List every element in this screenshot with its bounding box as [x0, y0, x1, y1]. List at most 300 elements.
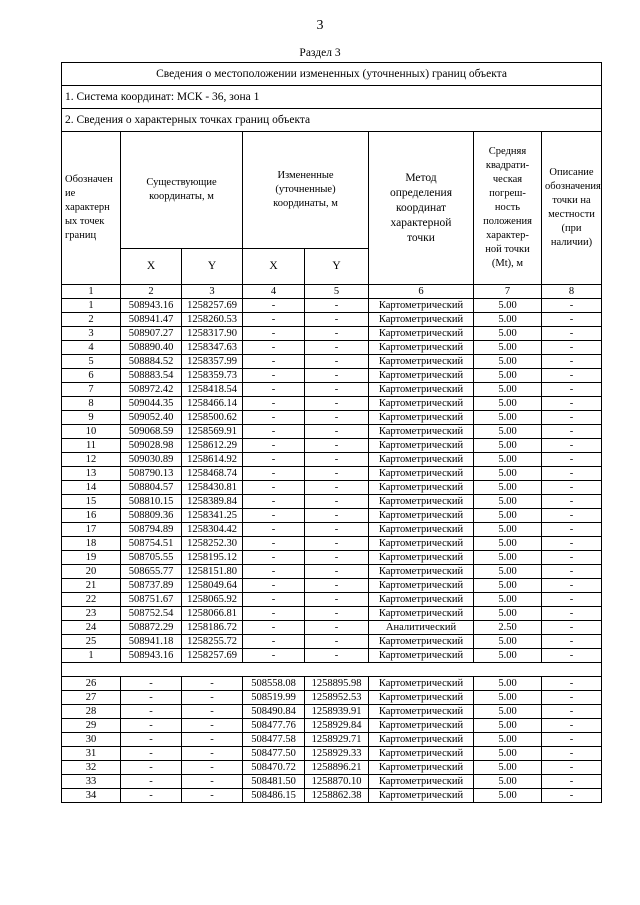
cell-x-changed: -: [243, 593, 305, 607]
cell-description: -: [542, 509, 602, 523]
column-number: 4: [243, 285, 305, 299]
cell-y-changed: 1258862.38: [305, 789, 369, 803]
cell-x-changed: -: [243, 439, 305, 453]
cell-y-changed: -: [305, 495, 369, 509]
cell-x-existing: 509068.59: [121, 425, 182, 439]
cell-point-id: 4: [62, 341, 121, 355]
cell-error: 2.50: [474, 621, 542, 635]
cell-description: -: [542, 677, 602, 691]
cell-y-changed: -: [305, 327, 369, 341]
cell-description: -: [542, 453, 602, 467]
cell-y-changed: 1258895.98: [305, 677, 369, 691]
table-row: [62, 565, 602, 579]
cell-x-existing: 508883.54: [121, 369, 182, 383]
cell-y-changed: -: [305, 579, 369, 593]
cell-point-id: 23: [62, 607, 121, 621]
cell-x-changed: -: [243, 495, 305, 509]
cell-y-existing: -: [182, 789, 243, 803]
cell-description: -: [542, 383, 602, 397]
cell-x-existing: 508809.36: [121, 509, 182, 523]
cell-x-existing: -: [121, 747, 182, 761]
cell-method: Картометрический: [369, 565, 474, 579]
cell-x-changed: -: [243, 621, 305, 635]
cell-method: Картометрический: [369, 705, 474, 719]
cell-y-existing: 1258260.53: [182, 313, 243, 327]
cell-description: -: [542, 425, 602, 439]
cell-method: Картометрический: [369, 341, 474, 355]
cell-error: 5.00: [474, 537, 542, 551]
cell-description: -: [542, 537, 602, 551]
column-number: 3: [182, 285, 243, 299]
cell-method: Картометрический: [369, 789, 474, 803]
cell-description: -: [542, 621, 602, 635]
cell-x-existing: 508907.27: [121, 327, 182, 341]
cell-description: -: [542, 761, 602, 775]
cell-method: Картометрический: [369, 355, 474, 369]
table-row: [62, 453, 602, 467]
cell-point-id: 10: [62, 425, 121, 439]
cell-method: Картометрический: [369, 677, 474, 691]
cell-y-changed: -: [305, 341, 369, 355]
cell-point-id: 32: [62, 761, 121, 775]
cell-x-changed: 508490.84: [243, 705, 305, 719]
cell-x-changed: -: [243, 411, 305, 425]
cell-method: Картометрический: [369, 593, 474, 607]
cell-y-changed: -: [305, 593, 369, 607]
cell-y-changed: -: [305, 537, 369, 551]
cell-x-existing: 508872.29: [121, 621, 182, 635]
cell-point-id: 3: [62, 327, 121, 341]
cell-y-existing: 1258359.73: [182, 369, 243, 383]
table-row: [62, 327, 602, 341]
cell-description: -: [542, 411, 602, 425]
header-error: Средняя квадрати- ческая погреш- ность положения характер- ной точки (Mt), м: [474, 132, 542, 285]
cell-x-existing: 509028.98: [121, 439, 182, 453]
cell-y-existing: -: [182, 761, 243, 775]
cell-x-existing: 508943.16: [121, 649, 182, 663]
cell-y-existing: 1258151.80: [182, 565, 243, 579]
cell-point-id: 25: [62, 635, 121, 649]
cell-y-changed: 1258929.33: [305, 747, 369, 761]
cell-y-existing: 1258418.54: [182, 383, 243, 397]
cell-y-existing: 1258357.99: [182, 355, 243, 369]
cell-error: 5.00: [474, 523, 542, 537]
cell-description: -: [542, 635, 602, 649]
cell-point-id: 28: [62, 705, 121, 719]
column-number: 6: [369, 285, 474, 299]
cell-point-id: 24: [62, 621, 121, 635]
cell-y-existing: 1258341.25: [182, 509, 243, 523]
cell-error: 5.00: [474, 635, 542, 649]
table-row: [62, 481, 602, 495]
cell-method: Картометрический: [369, 411, 474, 425]
cell-x-existing: 508884.52: [121, 355, 182, 369]
cell-x-changed: 508477.58: [243, 733, 305, 747]
cell-x-existing: 508752.54: [121, 607, 182, 621]
column-numbers-row: [62, 285, 602, 299]
cell-y-existing: 1258257.69: [182, 299, 243, 313]
cell-x-changed: -: [243, 383, 305, 397]
cell-point-id: 16: [62, 509, 121, 523]
cell-x-changed: -: [243, 523, 305, 537]
cell-error: 5.00: [474, 327, 542, 341]
cell-y-changed: -: [305, 649, 369, 663]
cell-y-changed: -: [305, 299, 369, 313]
cell-x-existing: 509052.40: [121, 411, 182, 425]
cell-method: Картометрический: [369, 397, 474, 411]
cell-error: 5.00: [474, 677, 542, 691]
cell-point-id: 31: [62, 747, 121, 761]
cell-y-changed: -: [305, 635, 369, 649]
column-number: 1: [62, 285, 121, 299]
cell-description: -: [542, 565, 602, 579]
cell-method: Картометрический: [369, 537, 474, 551]
cell-method: Картометрический: [369, 747, 474, 761]
cell-x-existing: 508655.77: [121, 565, 182, 579]
cell-point-id: 29: [62, 719, 121, 733]
cell-y-existing: 1258430.81: [182, 481, 243, 495]
cell-x-existing: -: [121, 789, 182, 803]
cell-point-id: 12: [62, 453, 121, 467]
header-y-existing: Y: [182, 249, 243, 285]
cell-method: Картометрический: [369, 551, 474, 565]
cell-error: 5.00: [474, 397, 542, 411]
cell-x-changed: -: [243, 369, 305, 383]
cell-method: Картометрический: [369, 733, 474, 747]
cell-x-existing: -: [121, 677, 182, 691]
cell-error: 5.00: [474, 551, 542, 565]
table-row: [62, 677, 602, 691]
cell-x-changed: 508477.50: [243, 747, 305, 761]
cell-point-id: 1: [62, 649, 121, 663]
points-section-title: 2. Сведения о характерных точках границ объекта: [62, 109, 602, 132]
cell-x-existing: 508890.40: [121, 341, 182, 355]
cell-error: 5.00: [474, 705, 542, 719]
cell-method: Картометрический: [369, 691, 474, 705]
cell-method: Картометрический: [369, 467, 474, 481]
cell-x-existing: -: [121, 775, 182, 789]
cell-y-existing: 1258500.62: [182, 411, 243, 425]
cell-description: -: [542, 313, 602, 327]
cell-y-changed: 1258929.84: [305, 719, 369, 733]
cell-method: Картометрический: [369, 495, 474, 509]
cell-x-changed: -: [243, 551, 305, 565]
cell-y-existing: 1258317.90: [182, 327, 243, 341]
cell-error: 5.00: [474, 775, 542, 789]
cell-y-changed: -: [305, 439, 369, 453]
header-changed-coords: Измененные (уточненные) координаты, м: [243, 132, 369, 249]
cell-error: 5.00: [474, 733, 542, 747]
cell-y-changed: -: [305, 313, 369, 327]
cell-x-changed: -: [243, 649, 305, 663]
table-row: [62, 649, 602, 663]
cell-x-changed: -: [243, 299, 305, 313]
cell-description: -: [542, 607, 602, 621]
cell-x-changed: -: [243, 397, 305, 411]
cell-point-id: 2: [62, 313, 121, 327]
cell-description: -: [542, 481, 602, 495]
table-row: [62, 621, 602, 635]
table-row: [62, 691, 602, 705]
cell-method: Картометрический: [369, 635, 474, 649]
table-row: [62, 355, 602, 369]
table-row: [62, 425, 602, 439]
cell-point-id: 20: [62, 565, 121, 579]
cell-point-id: 6: [62, 369, 121, 383]
table-row: [62, 607, 602, 621]
cell-error: 5.00: [474, 593, 542, 607]
table-row: [62, 775, 602, 789]
cell-x-changed: 508470.72: [243, 761, 305, 775]
cell-error: 5.00: [474, 691, 542, 705]
cell-method: Картометрический: [369, 719, 474, 733]
cell-point-id: 17: [62, 523, 121, 537]
cell-point-id: 27: [62, 691, 121, 705]
table-row: [62, 523, 602, 537]
cell-y-changed: -: [305, 481, 369, 495]
cell-x-existing: -: [121, 719, 182, 733]
column-number: 7: [474, 285, 542, 299]
cell-method: Картометрический: [369, 775, 474, 789]
column-number: 2: [121, 285, 182, 299]
cell-method: Картометрический: [369, 439, 474, 453]
table-row: [62, 789, 602, 803]
cell-x-changed: 508486.15: [243, 789, 305, 803]
cell-error: 5.00: [474, 467, 542, 481]
cell-x-existing: 508941.18: [121, 635, 182, 649]
cell-x-changed: -: [243, 635, 305, 649]
table-row: [62, 397, 602, 411]
cell-x-existing: 508754.51: [121, 537, 182, 551]
cell-point-id: 13: [62, 467, 121, 481]
table-row: [62, 719, 602, 733]
cell-point-id: 30: [62, 733, 121, 747]
cell-y-existing: 1258255.72: [182, 635, 243, 649]
cell-y-existing: 1258065.92: [182, 593, 243, 607]
cell-y-existing: -: [182, 733, 243, 747]
cell-y-changed: 1258939.91: [305, 705, 369, 719]
cell-method: Картометрический: [369, 481, 474, 495]
cell-y-existing: -: [182, 705, 243, 719]
cell-error: 5.00: [474, 565, 542, 579]
table-row: [62, 579, 602, 593]
cell-method: Картометрический: [369, 509, 474, 523]
cell-description: -: [542, 649, 602, 663]
cell-method: Картометрический: [369, 649, 474, 663]
column-number: 5: [305, 285, 369, 299]
cell-point-id: 8: [62, 397, 121, 411]
cell-y-changed: -: [305, 355, 369, 369]
cell-description: -: [542, 369, 602, 383]
cell-y-existing: -: [182, 677, 243, 691]
cell-x-existing: 508943.16: [121, 299, 182, 313]
cell-x-existing: 509030.89: [121, 453, 182, 467]
cell-x-changed: -: [243, 425, 305, 439]
table-row: [62, 383, 602, 397]
cell-x-existing: 508794.89: [121, 523, 182, 537]
header-existing-coords: Существующие координаты, м: [121, 132, 243, 249]
cell-error: 5.00: [474, 719, 542, 733]
cell-y-existing: 1258466.14: [182, 397, 243, 411]
cell-x-existing: -: [121, 761, 182, 775]
cell-description: -: [542, 719, 602, 733]
cell-description: -: [542, 523, 602, 537]
section-label: Раздел 3: [299, 47, 341, 59]
cell-description: -: [542, 299, 602, 313]
cell-y-existing: -: [182, 747, 243, 761]
table-row: [62, 495, 602, 509]
cell-error: 5.00: [474, 481, 542, 495]
cell-error: 5.00: [474, 649, 542, 663]
cell-method: Картометрический: [369, 761, 474, 775]
cell-x-existing: 508941.47: [121, 313, 182, 327]
cell-x-changed: -: [243, 341, 305, 355]
cell-point-id: 21: [62, 579, 121, 593]
cell-error: 5.00: [474, 439, 542, 453]
cell-description: -: [542, 439, 602, 453]
cell-y-existing: 1258186.72: [182, 621, 243, 635]
boundary-points-table: [61, 62, 602, 803]
cell-y-changed: -: [305, 607, 369, 621]
column-number: 8: [542, 285, 602, 299]
cell-y-existing: 1258389.84: [182, 495, 243, 509]
header-description: Описание обозначения точки на местности (при наличии): [542, 132, 602, 285]
cell-y-existing: -: [182, 691, 243, 705]
cell-x-existing: -: [121, 733, 182, 747]
cell-method: Картометрический: [369, 523, 474, 537]
table-row: [62, 411, 602, 425]
cell-description: -: [542, 579, 602, 593]
cell-error: 5.00: [474, 453, 542, 467]
cell-method: Картометрический: [369, 299, 474, 313]
table-row: [62, 341, 602, 355]
cell-error: 5.00: [474, 369, 542, 383]
cell-y-changed: -: [305, 369, 369, 383]
cell-x-changed: -: [243, 481, 305, 495]
cell-y-changed: -: [305, 523, 369, 537]
cell-x-existing: -: [121, 691, 182, 705]
cell-error: 5.00: [474, 411, 542, 425]
cell-point-id: 9: [62, 411, 121, 425]
cell-description: -: [542, 789, 602, 803]
cell-x-changed: 508558.08: [243, 677, 305, 691]
cell-x-changed: 508481.50: [243, 775, 305, 789]
cell-y-changed: -: [305, 397, 369, 411]
cell-x-changed: 508477.76: [243, 719, 305, 733]
table-row: [62, 299, 602, 313]
cell-y-changed: -: [305, 551, 369, 565]
cell-description: -: [542, 341, 602, 355]
cell-method: Картометрический: [369, 453, 474, 467]
cell-x-changed: -: [243, 355, 305, 369]
cell-y-changed: -: [305, 383, 369, 397]
table-row: [62, 593, 602, 607]
cell-error: 5.00: [474, 299, 542, 313]
cell-point-id: 11: [62, 439, 121, 453]
cell-y-changed: 1258929.71: [305, 733, 369, 747]
cell-x-changed: -: [243, 565, 305, 579]
cell-description: -: [542, 747, 602, 761]
header-designation: Обозначен ие характерн ых точек границ: [62, 132, 121, 285]
cell-y-changed: 1258952.53: [305, 691, 369, 705]
cell-x-existing: 508804.57: [121, 481, 182, 495]
cell-x-changed: -: [243, 313, 305, 327]
separator-row: [62, 663, 602, 677]
cell-method: Картометрический: [369, 607, 474, 621]
table-row: [62, 369, 602, 383]
table-row: [62, 313, 602, 327]
cell-y-existing: 1258066.81: [182, 607, 243, 621]
cell-description: -: [542, 691, 602, 705]
cell-y-existing: 1258569.91: [182, 425, 243, 439]
table-row: [62, 551, 602, 565]
table-row: [62, 761, 602, 775]
cell-y-existing: 1258612.29: [182, 439, 243, 453]
cell-x-changed: -: [243, 453, 305, 467]
cell-point-id: 26: [62, 677, 121, 691]
cell-point-id: 15: [62, 495, 121, 509]
cell-method: Картометрический: [369, 313, 474, 327]
cell-error: 5.00: [474, 383, 542, 397]
cell-error: 5.00: [474, 747, 542, 761]
cell-x-existing: 508972.42: [121, 383, 182, 397]
cell-x-changed: -: [243, 509, 305, 523]
cell-y-existing: 1258468.74: [182, 467, 243, 481]
cell-y-changed: -: [305, 509, 369, 523]
cell-description: -: [542, 775, 602, 789]
cell-y-existing: 1258195.12: [182, 551, 243, 565]
cell-error: 5.00: [474, 789, 542, 803]
cell-y-existing: -: [182, 775, 243, 789]
cell-error: 5.00: [474, 761, 542, 775]
cell-x-existing: 508737.89: [121, 579, 182, 593]
cell-description: -: [542, 467, 602, 481]
cell-point-id: 1: [62, 299, 121, 313]
coordinate-system: 1. Система координат: МСК - 36, зона 1: [62, 86, 602, 109]
header-x-changed: X: [243, 249, 305, 285]
cell-y-changed: -: [305, 453, 369, 467]
cell-x-existing: 509044.35: [121, 397, 182, 411]
cell-x-changed: -: [243, 579, 305, 593]
cell-y-changed: -: [305, 565, 369, 579]
cell-x-existing: 508751.67: [121, 593, 182, 607]
cell-y-existing: 1258614.92: [182, 453, 243, 467]
cell-y-changed: -: [305, 411, 369, 425]
cell-method: Картометрический: [369, 579, 474, 593]
cell-x-changed: -: [243, 327, 305, 341]
cell-point-id: 5: [62, 355, 121, 369]
cell-description: -: [542, 495, 602, 509]
cell-y-existing: -: [182, 719, 243, 733]
cell-method: Картометрический: [369, 383, 474, 397]
page-number: 3: [316, 18, 324, 33]
table-row: [62, 747, 602, 761]
cell-y-changed: -: [305, 621, 369, 635]
cell-description: -: [542, 397, 602, 411]
cell-error: 5.00: [474, 355, 542, 369]
cell-y-existing: 1258347.63: [182, 341, 243, 355]
cell-error: 5.00: [474, 579, 542, 593]
cell-x-existing: -: [121, 705, 182, 719]
cell-x-existing: 508810.15: [121, 495, 182, 509]
table-row: [62, 467, 602, 481]
cell-x-changed: -: [243, 607, 305, 621]
cell-method: Картометрический: [369, 425, 474, 439]
cell-description: -: [542, 705, 602, 719]
cell-error: 5.00: [474, 607, 542, 621]
cell-x-changed: -: [243, 537, 305, 551]
table-title: Сведения о местоположении измененных (уточненных) границ объекта: [62, 63, 602, 86]
